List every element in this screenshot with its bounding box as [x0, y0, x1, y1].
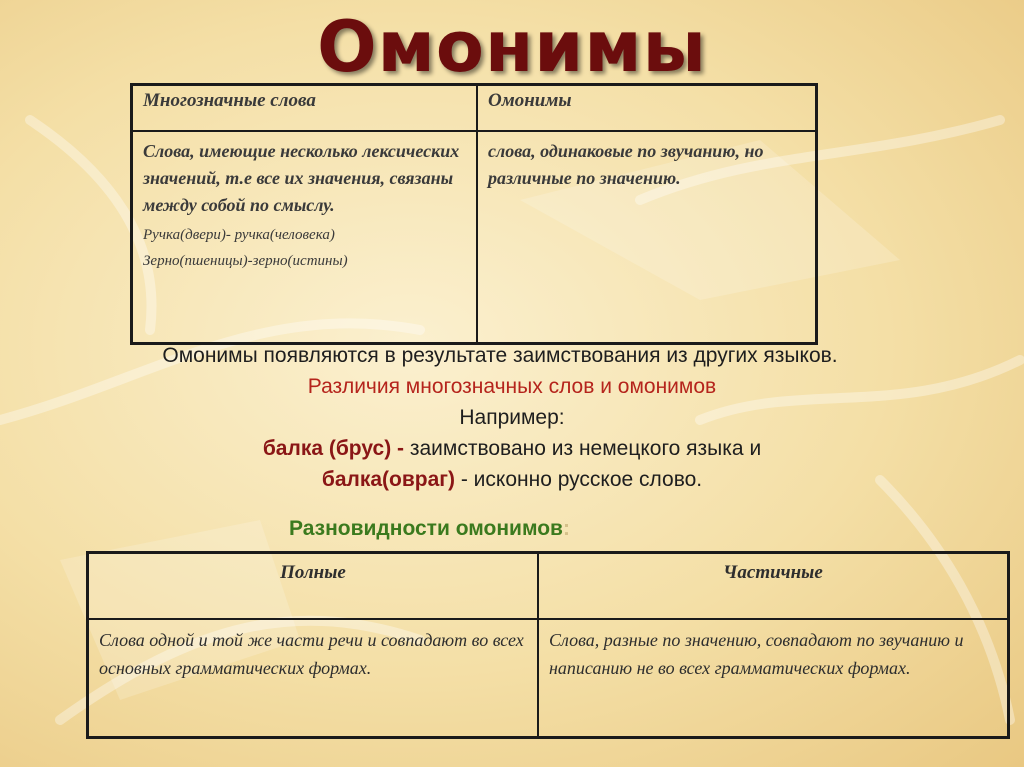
example-item: Зерно(пшеницы)-зерно(истины) — [143, 253, 348, 269]
example-line-1 — [0, 434, 1024, 464]
header-partial: Частичные — [538, 553, 1009, 620]
differences-heading: Различия многозначных слов и омонимов — [307, 375, 717, 398]
comparison-table — [130, 83, 818, 345]
homonyms-definition: слова, одинаковые по звучанию, но различные по значению. — [477, 131, 817, 344]
varieties-table — [86, 551, 1010, 739]
polysemous-definition: Слова, имеющие несколько лексических значений, т.е все их значения, связаны между собой по смыслу. — [143, 141, 460, 215]
example-rest-1: заимствовано из немецкого языка и — [404, 437, 762, 460]
example-item: Ручка(двери)- ручка(человека) — [143, 227, 335, 243]
header-polysemous-words: Многозначные слова — [132, 85, 478, 132]
example-rest-2: - исконно русское слово. — [455, 468, 703, 491]
polysemous-definition-cell — [132, 131, 478, 344]
header-homonyms: Омонимы — [477, 85, 817, 132]
example-label: Например: — [459, 406, 565, 429]
header-full: Полные — [88, 553, 539, 620]
example-word-1: балка (брус) - — [262, 437, 405, 460]
example-line-2 — [0, 465, 1024, 495]
page-title: Омонимы — [317, 6, 707, 88]
varieties-heading: Разновидности омонимов: — [289, 517, 570, 540]
example-word-2: балка(овраг) — [321, 468, 456, 491]
partial-definition: Слова, разные по значению, совпадают по звучанию и написанию не во всех грамматических формах. — [538, 619, 1009, 738]
full-definition: Слова одной и той же части речи и совпадают во всех основных грамматических формах. — [88, 619, 539, 738]
origin-sentence: Омонимы появляются в результате заимствования из других языков. — [162, 344, 838, 367]
